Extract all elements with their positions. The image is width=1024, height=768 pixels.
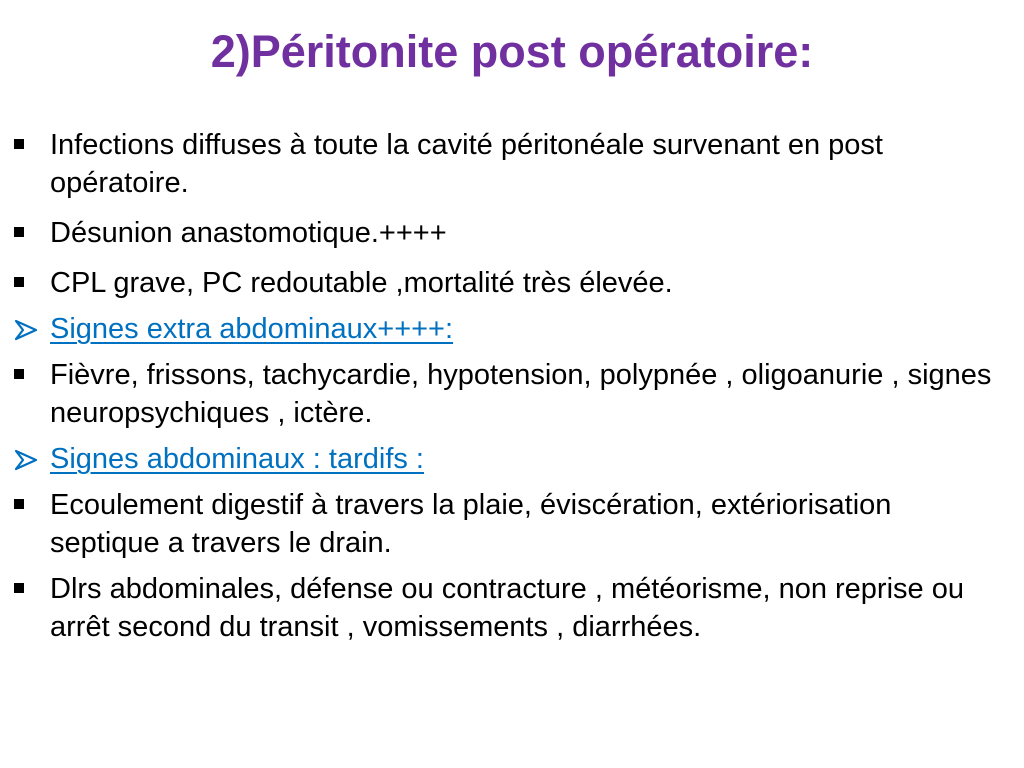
list-item: [14, 356, 1004, 432]
list-item: [14, 570, 1004, 646]
list-item-text: CPL grave, PC redoutable ,mortalité très élevée.: [50, 267, 673, 299]
list-item-text: Désunion anastomotique.++++: [50, 217, 447, 249]
square-bullet-icon: [14, 369, 24, 379]
list-item-text: Fièvre, frissons, tachycardie, hypotension, polypnée , oligoanurie , signes neuropsychiques , ictère.: [50, 359, 992, 429]
section-heading: [14, 310, 1004, 348]
square-bullet-icon: [14, 227, 24, 237]
square-bullet-icon: [14, 139, 24, 149]
square-bullet-icon: [14, 277, 24, 287]
list-item: [14, 486, 1004, 562]
square-bullet-icon: [14, 499, 24, 509]
list-item-text: Ecoulement digestif à travers la plaie, éviscération, extériorisation septique a travers le drain.: [50, 489, 892, 559]
slide-title: 2)Péritonite post opératoire:: [210, 26, 814, 77]
content-list: [14, 126, 1004, 654]
list-item: [14, 214, 1004, 252]
list-item: [14, 264, 1004, 302]
section-heading-text[interactable]: Signes abdominaux : tardifs :: [50, 443, 424, 475]
list-item-text: Infections diffuses à toute la cavité péritonéale survenant en post opératoire.: [50, 129, 883, 199]
square-bullet-icon: [14, 583, 24, 593]
list-item: [14, 126, 1004, 202]
section-heading-text[interactable]: Signes extra abdominaux++++:: [50, 313, 454, 345]
arrow-bullet-icon: [14, 448, 42, 472]
section-heading: [14, 440, 1004, 478]
list-item-text: Dlrs abdominales, défense ou contracture , météorisme, non reprise ou arrêt second du transit , vomissements , diarrhées.: [50, 573, 964, 643]
arrow-bullet-icon: [14, 318, 42, 342]
